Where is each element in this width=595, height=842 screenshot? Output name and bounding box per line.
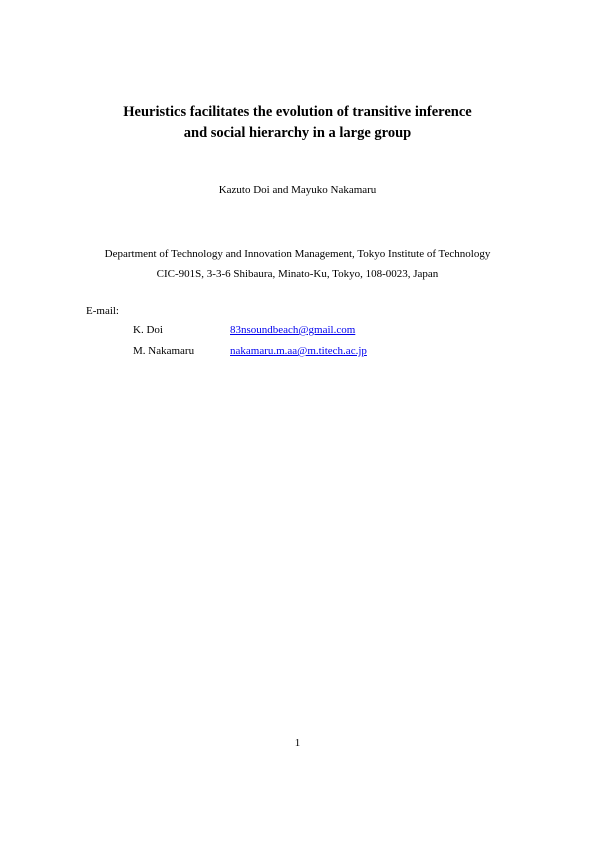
- paper-title: [0, 102, 595, 144]
- contact-name: K. Doi: [133, 324, 163, 336]
- paper-title-line-1: Heuristics facilitates the evolution of transitive inference: [123, 104, 472, 120]
- affiliation-department: Department of Technology and Innovation Management, Tokyo Institute of Technology: [104, 248, 491, 260]
- email-label: E-mail:: [86, 305, 119, 317]
- contact-email-link[interactable]: nakamaru.m.aa@m.titech.ac.jp: [230, 345, 367, 357]
- contact-row: [133, 344, 367, 358]
- page-number: 1: [294, 737, 301, 749]
- affiliation: [0, 244, 595, 284]
- contact-email-link[interactable]: 83nsoundbeach@gmail.com: [230, 324, 356, 336]
- affiliation-address: CIC-901S, 3-3-6 Shibaura, Minato-Ku, Tokyo, 108-0023, Japan: [156, 268, 439, 280]
- contact-row: [133, 323, 355, 337]
- paper-title-line-2: and social hierarchy in a large group: [183, 125, 412, 141]
- author-list: Kazuto Doi and Mayuko Nakamaru: [218, 184, 377, 196]
- contact-name: M. Nakamaru: [133, 345, 195, 357]
